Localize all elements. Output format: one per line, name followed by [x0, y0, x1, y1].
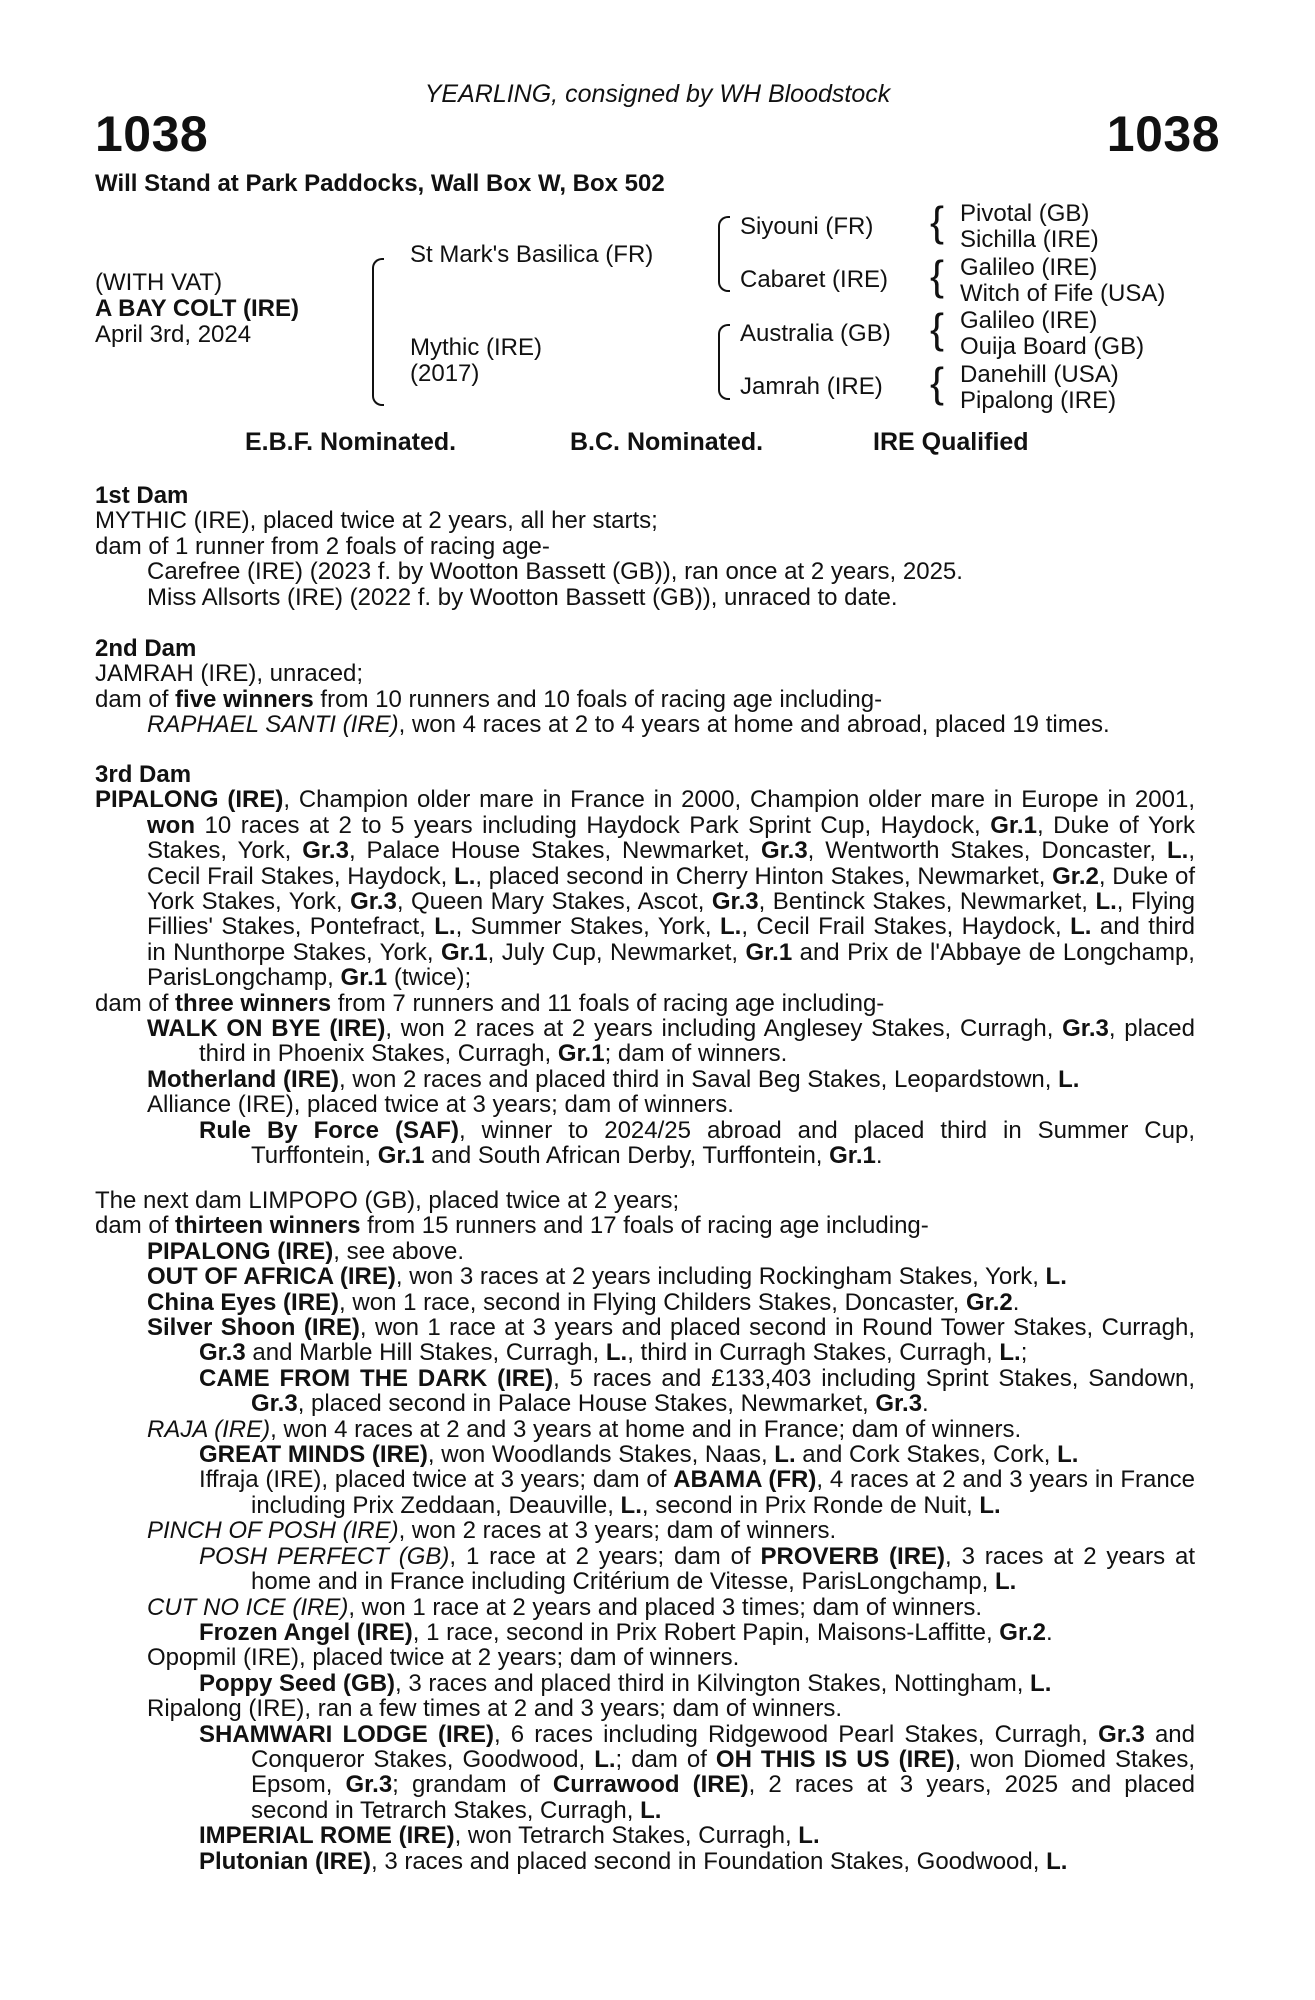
ripalong-entry: Ripalong (IRE), ran a few times at 2 and 3 years; dam of winners.: [147, 1695, 842, 1723]
shamwari-lodge-entry: SHAMWARI LODGE (IRE), 6 races including Ridgewood Pearl Stakes, Curragh, Gr.3 and Conqueror Stakes, Goodwood, L.; dam of OH THIS IS US (IRE), won Diomed Stakes, Epsom, Gr.3; grandam of Currawood (IRE), 2 races at 3 years, 2025 and placed second in Tetrarch Stakes, Curragh, L.: [199, 1720, 1196, 1824]
poppy-seed-entry: Poppy Seed (GB), 3 races and placed third in Kilvington Stakes, Nottingham, L.: [199, 1669, 1052, 1697]
horse-name: A BAY COLT (IRE): [95, 295, 300, 322]
stand-location: Will Stand at Park Paddocks, Wall Box W, Box 502: [95, 170, 665, 197]
sss: Pivotal (GB): [960, 200, 1090, 227]
third-dam-damof: dam of three winners from 7 runners and 11 foals of racing age including-: [95, 989, 885, 1017]
brace-4: {: [930, 359, 945, 406]
came-from-the-dark-entry: CAME FROM THE DARK (IRE), 5 races and £133,403 including Sprint Stakes, Sandown, Gr.3, placed second in Palace House Stakes, Newmarket, Gr.3.: [199, 1364, 1196, 1418]
sire-sire: Siyouni (FR): [740, 213, 874, 240]
lot-number-right: 1038: [1106, 106, 1220, 162]
next-dam-line: The next dam LIMPOPO (GB), placed twice at 2 years;: [95, 1187, 680, 1214]
raja-entry: RAJA (IRE), won 4 races at 2 and 3 years at home and in France; dam of winners.: [147, 1415, 1022, 1443]
pipalong-ref: PIPALONG (IRE), see above.: [147, 1237, 464, 1265]
dss: Galileo (IRE): [960, 307, 1098, 334]
sire-parents-bracket: [718, 216, 730, 292]
ebf-nominated: E.B.F. Nominated.: [245, 428, 457, 456]
next-dam-line: dam of thirteen winners from 15 runners and 17 foals of racing age including-: [95, 1212, 929, 1240]
horse-dob: April 3rd, 2024: [95, 321, 252, 348]
walk-on-bye-entry: WALK ON BYE (IRE), won 2 races at 2 years including Anglesey Stakes, Curragh, Gr.3, placed third in Phoenix Stakes, Curragh, Gr.1; dam of winners.: [147, 1015, 1196, 1068]
first-dam-produce: Miss Allsorts (IRE) (2022 f. by Wootton Bassett (GB)), unraced to date.: [147, 583, 898, 611]
dam: Mythic (IRE): [410, 334, 542, 361]
second-dam-section: [95, 636, 1195, 738]
ire-qualified: IRE Qualified: [873, 428, 1029, 456]
sire: St Mark's Basilica (FR): [410, 241, 654, 268]
dam-dam: Jamrah (IRE): [740, 373, 883, 400]
next-dam-section: [95, 1188, 1195, 1874]
imperial-rome-entry: IMPERIAL ROME (IRE), won Tetrarch Stakes, Curragh, L.: [199, 1822, 820, 1850]
alliance-entry: Alliance (IRE), placed twice at 3 years; dam of winners.: [147, 1091, 734, 1119]
motherland-entry: Motherland (IRE), won 2 races and placed third in Saval Beg Stakes, Leopardstown, L.: [147, 1065, 1080, 1093]
second-dam-produce: RAPHAEL SANTI (IRE), won 4 races at 2 to 4 years at home and abroad, placed 19 times.: [147, 711, 1110, 739]
second-dam-heading: 2nd Dam: [95, 635, 197, 662]
great-minds-entry: GREAT MINDS (IRE), won Woodlands Stakes, Naas, L. and Cork Stakes, Cork, L.: [199, 1441, 1079, 1469]
first-dam-line: MYTHIC (IRE), placed twice at 2 years, all her starts;: [95, 507, 658, 535]
cut-no-ice-entry: CUT NO ICE (IRE), won 1 race at 2 years and placed 3 times; dam of winners.: [147, 1593, 982, 1621]
third-dam-section: [95, 762, 1195, 1169]
ssd: Sichilla (IRE): [960, 226, 1099, 253]
brace-2: {: [930, 252, 945, 299]
consignment-line: YEARLING, consigned by WH Bloodstock: [424, 80, 891, 108]
sire-dam: Cabaret (IRE): [740, 266, 889, 293]
china-eyes-entry: China Eyes (IRE), won 1 race, second in Flying Childers Stakes, Doncaster, Gr.2.: [147, 1288, 1020, 1316]
pinch-of-posh-entry: PINCH OF POSH (IRE), won 2 races at 3 years; dam of winners.: [147, 1517, 837, 1545]
brace-3: {: [930, 305, 945, 352]
first-dam-heading: 1st Dam: [95, 482, 189, 509]
sdd: Witch of Fife (USA): [960, 280, 1166, 307]
dam-parents-bracket: [718, 324, 730, 400]
posh-perfect-entry: POSH PERFECT (GB), 1 race at 2 years; dam of PROVERB (IRE), 3 races at 2 years at home and in France including Critérium de Vitesse, ParisLongchamp, L.: [199, 1542, 1195, 1596]
pipalong-entry: PIPALONG (IRE), Champion older mare in France in 2000, Champion older mare in Europe in 2001, won 10 races at 2 to 5 years including Haydock Park Sprint Cup, Haydock, Gr.1, Duke of York Stakes, York, Gr.3, Palace House Stakes, Newmarket, Gr.3, Wentworth Stakes, Doncaster, L., Cecil Frail Stakes, Haydock, L., placed second in Cherry Hinton Stakes, Newmarket, Gr.2, Duke of York Stakes, York, Gr.3, Queen Mary Stakes, Ascot, Gr.3, Bentinck Stakes, Newmarket, L., Flying Fillies' Stakes, Pontefract, L., Summer Stakes, York, L., Cecil Frail Stakes, Haydock, L. and third in Nunthorpe Stakes, York, Gr.1, July Cup, Newmarket, Gr.1 and Prix de l'Abbaye de Longchamp, ParisLongchamp, Gr.1 (twice);: [95, 786, 1196, 992]
sds: Galileo (IRE): [960, 254, 1098, 281]
silver-shoon-entry: Silver Shoon (IRE), won 1 race at 3 years and placed second in Round Tower Stakes, Curragh, Gr.3 and Marble Hill Stakes, Curragh, L., third in Curragh Stakes, Curragh, L.;: [147, 1314, 1195, 1367]
third-dam-heading: 3rd Dam: [95, 761, 192, 788]
second-dam-line: JAMRAH (IRE), unraced;: [95, 660, 364, 688]
lot-number-left: 1038: [95, 106, 209, 162]
dsd: Ouija Board (GB): [960, 333, 1145, 360]
dam-sire: Australia (GB): [740, 320, 891, 347]
iffraja-entry: Iffraja (IRE), placed twice at 3 years; dam of ABAMA (FR), 4 races at 2 and 3 years in France including Prix Zeddaan, Deauville, L., second in Prix Ronde de Nuit, L.: [199, 1466, 1196, 1519]
first-dam-produce: Carefree (IRE) (2023 f. by Wootton Bassett (GB)), ran once at 2 years, 2025.: [147, 558, 963, 586]
opopmil-entry: Opopmil (IRE), placed twice at 2 years; dam of winners.: [147, 1644, 740, 1672]
out-of-africa-entry: OUT OF AFRICA (IRE), won 3 races at 2 years including Rockingham Stakes, York, L.: [147, 1263, 1067, 1291]
bc-nominated: B.C. Nominated.: [570, 428, 764, 456]
sire-dam-bracket: [372, 258, 384, 406]
first-dam-section: [95, 483, 1195, 610]
second-dam-line: dam of five winners from 10 runners and 10 foals of racing age including-: [95, 685, 883, 713]
dam-year: (2017): [410, 360, 480, 387]
rule-by-force-entry: Rule By Force (SAF), winner to 2024/25 abroad and placed third in Summer Cup, Turffontein, Gr.1 and South African Derby, Turffontein, Gr.1.: [199, 1116, 1195, 1170]
vat-note: (WITH VAT): [95, 269, 223, 296]
first-dam-line: dam of 1 runner from 2 foals of racing age-: [95, 532, 550, 560]
plutonian-entry: Plutonian (IRE), 3 races and placed second in Foundation Stakes, Goodwood, L.: [199, 1847, 1068, 1875]
frozen-angel-entry: Frozen Angel (IRE), 1 race, second in Prix Robert Papin, Maisons-Laffitte, Gr.2.: [199, 1618, 1053, 1646]
ddd: Pipalong (IRE): [960, 387, 1117, 414]
brace-1: {: [930, 198, 945, 245]
dds: Danehill (USA): [960, 361, 1119, 388]
